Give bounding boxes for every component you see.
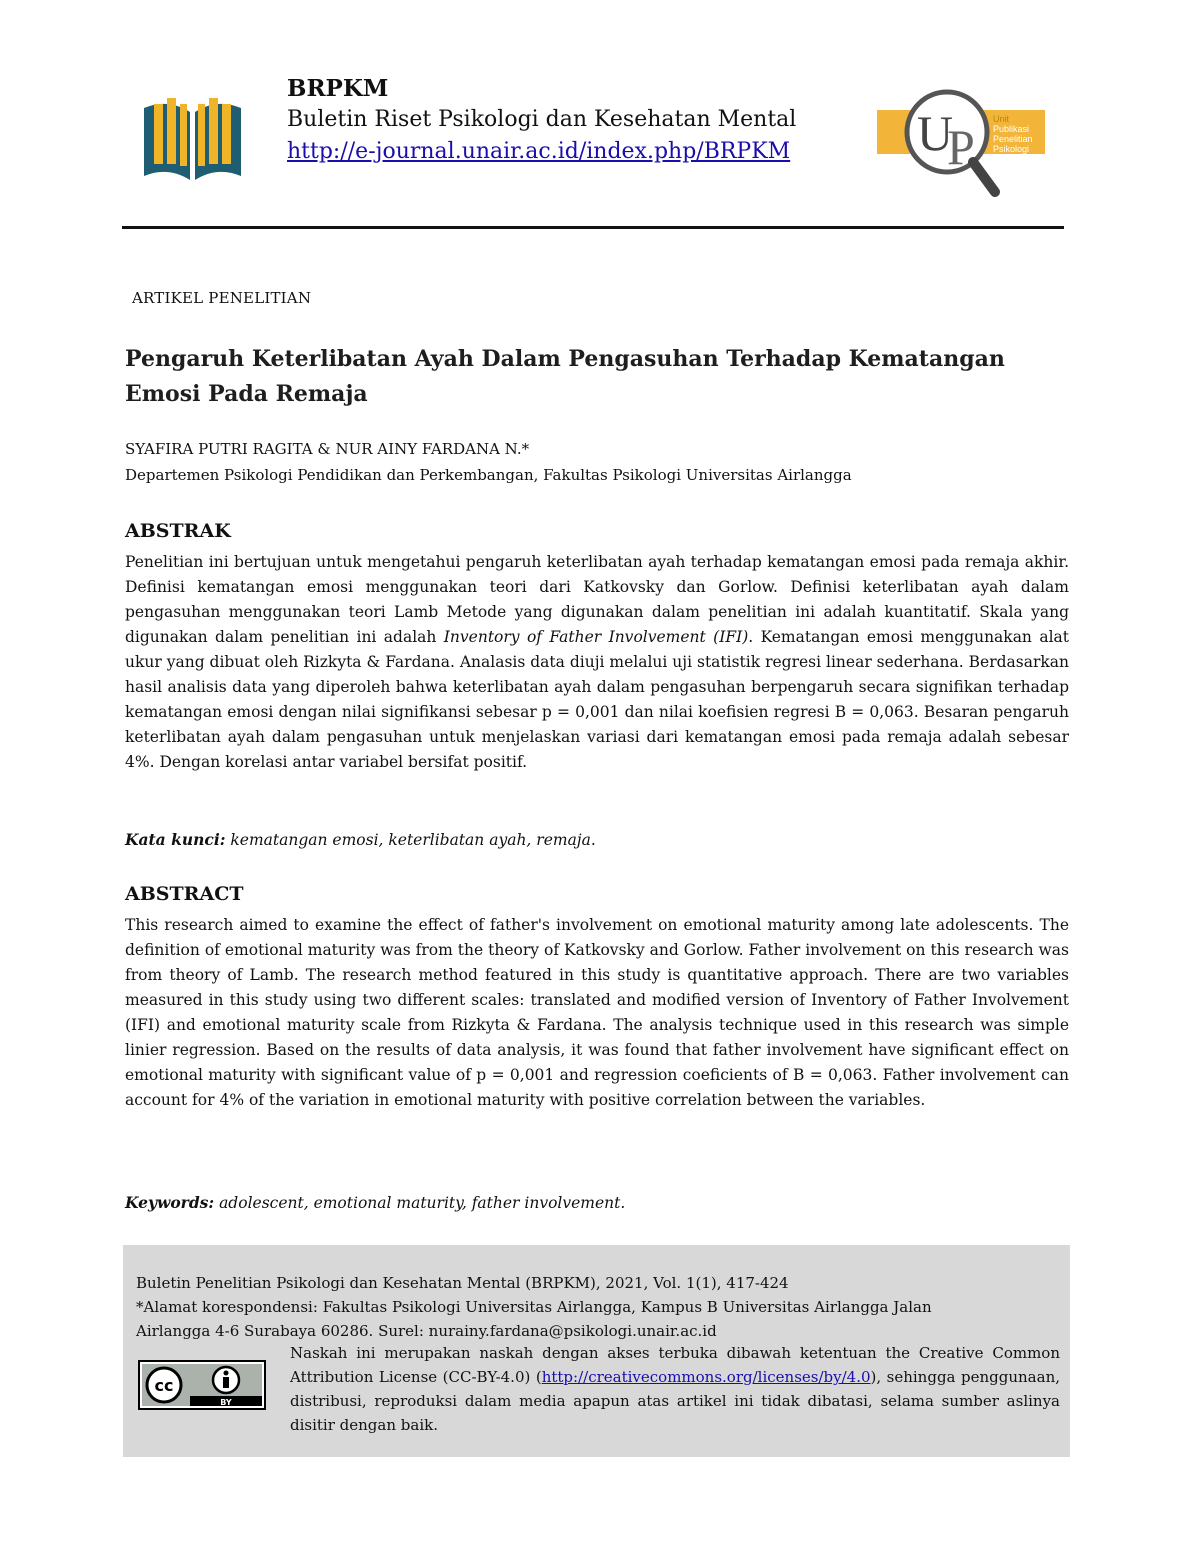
footer-citation: Buletin Penelitian Psikologi dan Kesehatan Mental (BRPKM), 2021, Vol. 1(1), 417-424 bbox=[136, 1274, 789, 1292]
journal-full-name: Buletin Riset Psikologi dan Kesehatan Mental bbox=[287, 107, 797, 132]
abstract-body: This research aimed to examine the effect of father's involvement on emotional maturity among late adolescents. The definition of emotional maturity was from the theory of Katkovsky and Gorlow. Father involvement on this research was from theory of Lamb. The research method featured in this study is quantitative approach. There are two variables measured in this study using two different scales: translated and modified version of Inventory of Father Involvement (IFI) and emotional maturity scale from Rizkyta & Fardana. The analysis technique used in this research was simple linier regression. Based on the results of data analysis, it was found that father involvement have significant effect on emotional maturity with significant value of p = 0,001 and regression coeficients of B = 0,063. Father involvement can account for 4% of the variation in emotional maturity with positive correlation between the variables. bbox=[125, 916, 1069, 1109]
journal-header bbox=[287, 74, 867, 168]
abstrak-keywords bbox=[125, 830, 596, 849]
license-text-1: Naskah ini merupakan naskah dengan akses terbuka dibawah ketentuan the Creative Common Attribution License (CC-BY-4.0) ( bbox=[290, 1344, 1060, 1386]
license-text-2: ), sehingga penggunaan, distribusi, reproduksi dalam media apapun atas artikel ini tidak dibatasi, selama sumber aslinya disitir dengan baik. bbox=[290, 1368, 1060, 1434]
journal-url-link[interactable]: http://e-journal.unair.ac.id/index.php/BRPKM bbox=[287, 139, 791, 164]
svg-text:cc: cc bbox=[154, 1376, 174, 1395]
abstrak-text-1: Penelitian ini bertujuan untuk mengetahui pengaruh keterlibatan ayah terhadap kematangan emosi pada remaja akhir. Definisi kematangan emosi menggunakan teori dari Katkovsky dan Gorlow. Definisi keterlibatan ayah dalam pengasuhan menggunakan teori Lamb Metode yang digunakan dalam penelitian ini adalah kuantitatif. Skala yang digunakan dalam penelitian ini adalah bbox=[125, 553, 1069, 646]
footer-correspondence-line-1: *Alamat korespondensi: Fakultas Psikologi Universitas Airlangga, Kampus B Universitas Airlangga Jalan bbox=[136, 1298, 932, 1316]
article-title-line-2: Emosi Pada Remaja bbox=[125, 381, 368, 407]
svg-text:Publikasi: Publikasi bbox=[993, 124, 1030, 134]
abstract-keywords-label: Keywords: bbox=[125, 1193, 215, 1212]
abstrak-heading: ABSTRAK bbox=[125, 520, 231, 542]
journal-book-logo-icon bbox=[140, 90, 245, 185]
abstrak-italic-term: Inventory of Father Involvement (IFI) bbox=[443, 628, 749, 646]
header-divider bbox=[122, 226, 1064, 229]
abstract-keywords bbox=[125, 1193, 625, 1212]
license-statement bbox=[290, 1341, 1060, 1437]
article-title-line-1: Pengaruh Keterlibatan Ayah Dalam Pengasuhan Terhadap Kematangan bbox=[125, 346, 1005, 372]
article-type-label: ARTIKEL PENELITIAN bbox=[132, 289, 312, 307]
abstrak-keywords-text: kematangan emosi, keterlibatan ayah, remaja. bbox=[225, 831, 596, 849]
svg-text:U: U bbox=[917, 105, 954, 161]
abstract-keywords-text: adolescent, emotional maturity, father involvement. bbox=[214, 1194, 626, 1212]
abstrak-keywords-label: Kata kunci: bbox=[125, 830, 226, 849]
svg-text:Unit: Unit bbox=[993, 114, 1010, 124]
svg-text:BY: BY bbox=[220, 1398, 232, 1407]
article-authors: SYAFIRA PUTRI RAGITA & NUR AINY FARDANA N.* bbox=[125, 440, 530, 458]
svg-text:P: P bbox=[947, 119, 975, 175]
article-affiliation: Departemen Psikologi Pendidikan dan Perkembangan, Fakultas Psikologi Universitas Airlangga bbox=[125, 466, 852, 484]
abstract-heading: ABSTRACT bbox=[125, 883, 244, 905]
journal-short-name: BRPKM bbox=[287, 75, 389, 102]
cc-by-license-icon[interactable] bbox=[138, 1360, 266, 1410]
article-title bbox=[125, 342, 1085, 412]
svg-text:Psikologi: Psikologi bbox=[993, 144, 1030, 154]
svg-text:Penelitian: Penelitian bbox=[993, 134, 1033, 144]
license-url-link[interactable]: http://creativecommons.org/licenses/by/4.0 bbox=[541, 1368, 871, 1386]
footer-correspondence-line-2: Airlangga 4-6 Surabaya 60286. Surel: nurainy.fardana@psikologi.unair.ac.id bbox=[136, 1322, 717, 1340]
abstrak-body bbox=[125, 550, 1069, 775]
upp-logo-icon bbox=[875, 88, 1050, 198]
abstrak-text-2: . Kematangan emosi menggunakan alat ukur yang dibuat oleh Rizkyta & Fardana. Analasis data diuji melalui uji statistik regresi linear sederhana. Berdasarkan hasil analisis data yang diperoleh bahwa keterlibatan ayah dalam pengasuhan berpengaruh secara signifikan terhadap kematangan emosi dengan nilai signifikansi sebesar p = 0,001 dan nilai koefisien regresi B = 0,063. Besaran pengaruh keterlibatan ayah dalam pengasuhan untuk menjelaskan variasi dari kematangan emosi pada remaja adalah sebesar 4%. Dengan korelasi antar variabel bersifat positif. bbox=[125, 628, 1069, 771]
